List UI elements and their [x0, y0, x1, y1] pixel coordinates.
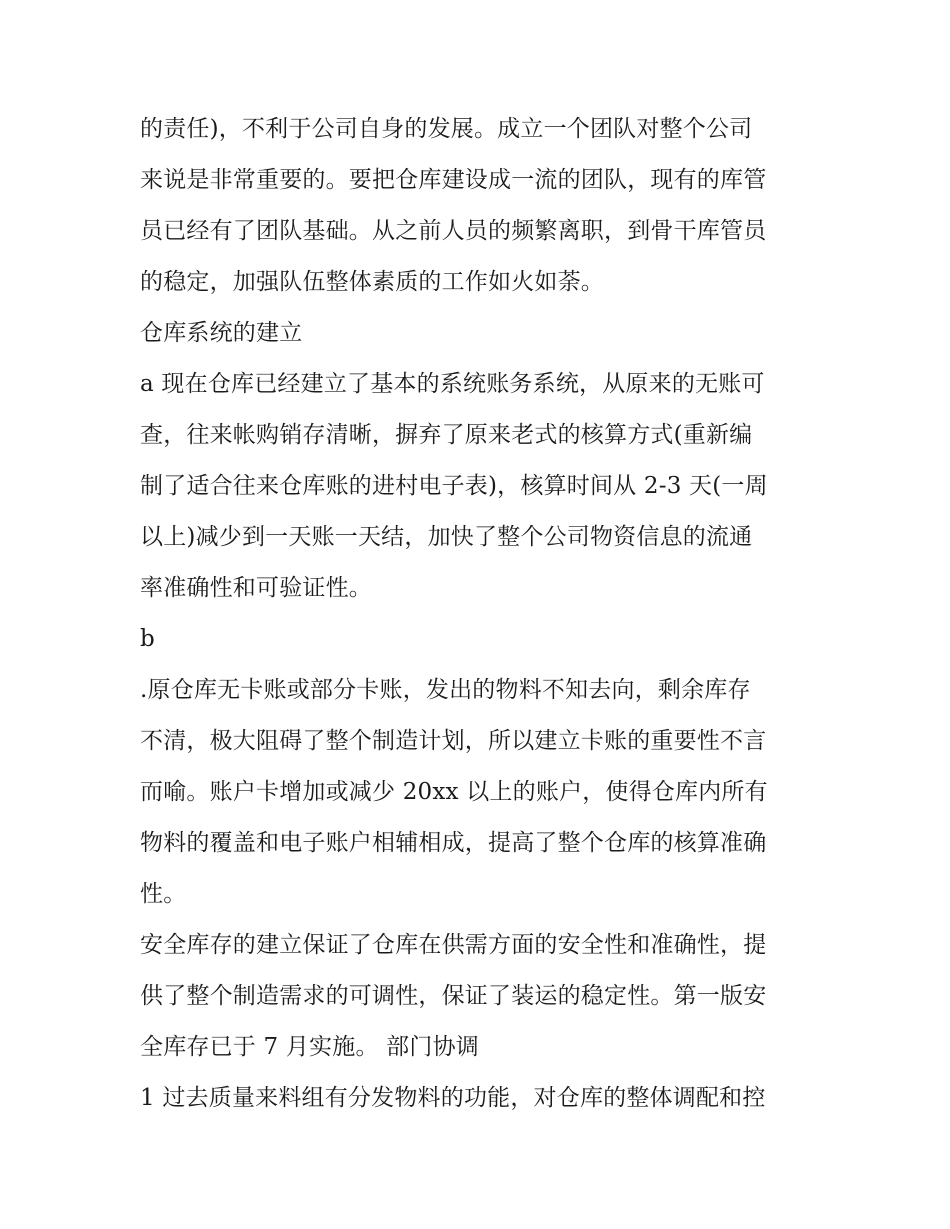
text-line: 物料的覆盖和电子账户相辅相成，提高了整个仓库的核算准确 — [140, 830, 767, 856]
text-line: 制了适合往来仓库账的进村电子表)，核算时间从 2-3 天(一周 — [140, 473, 768, 499]
text-line: 以上)减少到一天账一天结，加快了整个公司物资信息的流通 — [140, 524, 753, 550]
text-line: 性。 — [140, 881, 187, 907]
text-line: 的责任)，不利于公司自身的发展。成立一个团队对整个公司 — [140, 116, 753, 142]
text-line: .原仓库无卡账或部分卡账，发出的物料不知去向，剩余库存 — [140, 677, 751, 703]
text-line: 率准确性和可验证性。 — [140, 575, 372, 601]
list-marker: b — [140, 626, 155, 652]
text-line: 不清，极大阻碍了整个制造计划，所以建立卡账的重要性不言 — [140, 728, 767, 754]
text-line: 供了整个制造需求的可调性，保证了装运的稳定性。第一版安 — [140, 983, 767, 1009]
section-heading: 仓库系统的建立 — [140, 320, 303, 346]
text-line: 安全库存的建立保证了仓库在供需方面的安全性和准确性，提 — [140, 932, 767, 958]
text-line: 来说是非常重要的。要把仓库建设成一流的团队，现有的库管 — [140, 167, 767, 193]
text-line: 而喻。账户卡增加或减少 20xx 以上的账户，使得仓库内所有 — [140, 779, 768, 805]
document-body — [140, 104, 820, 1124]
text-line: a 现在仓库已经建立了基本的系统账务系统，从原来的无账可 — [140, 371, 765, 397]
text-line: 的稳定，加强队伍整体素质的工作如火如荼。 — [140, 269, 604, 295]
text-line: 全库存已于 7 月实施。 部门协调 — [140, 1034, 479, 1060]
text-line: 员已经有了团队基础。从之前人员的频繁离职，到骨干库管员 — [140, 218, 767, 244]
text-line: 查，往来帐购销存清晰，摒弃了原来老式的核算方式(重新编 — [140, 422, 753, 448]
text-line: 1 过去质量来料组有分发物料的功能，对仓库的整体调配和控 — [140, 1085, 766, 1111]
